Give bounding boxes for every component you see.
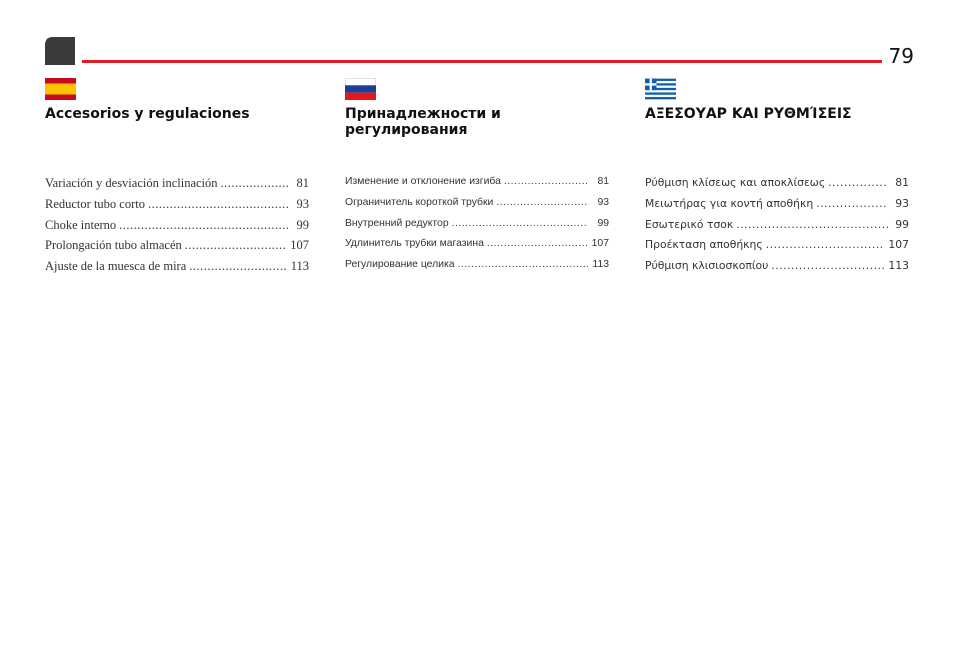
toc-entry[interactable] — [645, 176, 909, 197]
corner-tab-icon — [45, 37, 75, 65]
page-number: 79 — [888, 44, 914, 68]
toc-list — [645, 176, 909, 280]
toc-entry-label: Variación y desviación inclinación — [45, 176, 218, 190]
toc-entry[interactable] — [345, 197, 609, 218]
toc-entry-label: Внутренний редуктор — [345, 217, 449, 229]
leader-dots — [189, 259, 287, 274]
toc-entry-page: 107 — [290, 238, 309, 253]
leader-dots — [496, 197, 588, 208]
toc-entry[interactable] — [345, 176, 609, 197]
section-heading: ΑΞΕΣΟΥΑΡ ΚΑΙ ΡΥΘΜΊΣΕΙΣ — [645, 106, 852, 122]
toc-entry-page: 107 — [591, 238, 609, 250]
toc-entry-label: Μειωτήρας για κοντή αποθήκη — [645, 196, 814, 210]
leader-dots — [771, 259, 885, 272]
toc-list — [345, 176, 609, 280]
toc-entry-page: 99 — [597, 217, 609, 229]
leader-dots — [185, 238, 287, 253]
leader-dots — [816, 197, 888, 210]
toc-entry-page: 99 — [895, 217, 909, 231]
toc-entry-page: 93 — [296, 196, 309, 211]
toc-entry-label: Ограничитель короткой трубки — [345, 196, 494, 208]
header-rule — [82, 60, 882, 63]
toc-entry-page: 81 — [597, 176, 609, 187]
section-greek — [645, 78, 909, 280]
leader-dots — [148, 197, 288, 212]
toc-entry-page: 93 — [597, 196, 609, 208]
section-spanish — [45, 78, 309, 280]
toc-entry-label: Изменение и отклонение изгиба — [345, 176, 501, 187]
toc-entry-page: 81 — [296, 176, 309, 190]
toc-list — [45, 176, 309, 280]
russia-flag-icon — [345, 78, 376, 100]
leader-dots — [119, 218, 288, 233]
toc-entry[interactable] — [645, 197, 909, 218]
toc-entry-page: 81 — [895, 176, 909, 189]
toc-entry-page: 93 — [895, 196, 909, 210]
toc-entry-page: 99 — [296, 217, 309, 232]
toc-entry-label: Удлинитель трубки магазина — [345, 238, 484, 250]
toc-entry-label: Ajuste de la muesca de mira — [45, 259, 187, 274]
leader-dots — [766, 238, 886, 251]
toc-entry[interactable] — [645, 259, 909, 280]
leader-dots — [221, 176, 288, 191]
toc-entry[interactable] — [345, 238, 609, 259]
toc-entry-label: Регулирование целика — [345, 259, 455, 271]
leader-dots — [458, 259, 588, 270]
section-russian — [345, 78, 609, 280]
toc-entry-page: 113 — [592, 259, 609, 271]
toc-entry-label: Ρύθμιση κλίσεως και αποκλίσεως — [645, 176, 826, 189]
leader-dots — [452, 218, 588, 229]
toc-entry-label: Choke interno — [45, 217, 117, 232]
toc-entry-page: 107 — [888, 238, 909, 252]
toc-entry[interactable] — [45, 238, 309, 259]
toc-entry[interactable] — [45, 176, 309, 197]
spain-flag-icon — [45, 78, 76, 100]
toc-entry-label: Prolongación tubo almacén — [45, 238, 182, 253]
toc-entry[interactable] — [645, 218, 909, 239]
toc-entry-label: Ρύθμιση κλισιοσκοπίου — [645, 259, 769, 273]
toc-entry-label: Reductor tubo corto — [45, 196, 145, 211]
toc-entry-page: 113 — [290, 259, 309, 274]
leader-dots — [736, 218, 888, 231]
toc-entry-label: Εσωτερικό τσοκ — [645, 217, 734, 231]
toc-entry-label: Προέκταση αποθήκης — [645, 238, 763, 252]
leader-dots — [504, 176, 588, 187]
leader-dots — [487, 238, 588, 249]
toc-entry[interactable] — [345, 259, 609, 280]
toc-entry[interactable] — [45, 197, 309, 218]
greece-flag-icon — [645, 78, 676, 100]
section-heading: Accesorios y regulaciones — [45, 106, 250, 122]
toc-entry-page: 113 — [888, 259, 909, 273]
toc-entry[interactable] — [645, 238, 909, 259]
section-heading: Принадлежности и регулирования — [345, 106, 501, 138]
toc-entry[interactable] — [45, 259, 309, 280]
leader-dots — [828, 176, 888, 189]
toc-entry[interactable] — [345, 218, 609, 239]
toc-entry[interactable] — [45, 218, 309, 239]
